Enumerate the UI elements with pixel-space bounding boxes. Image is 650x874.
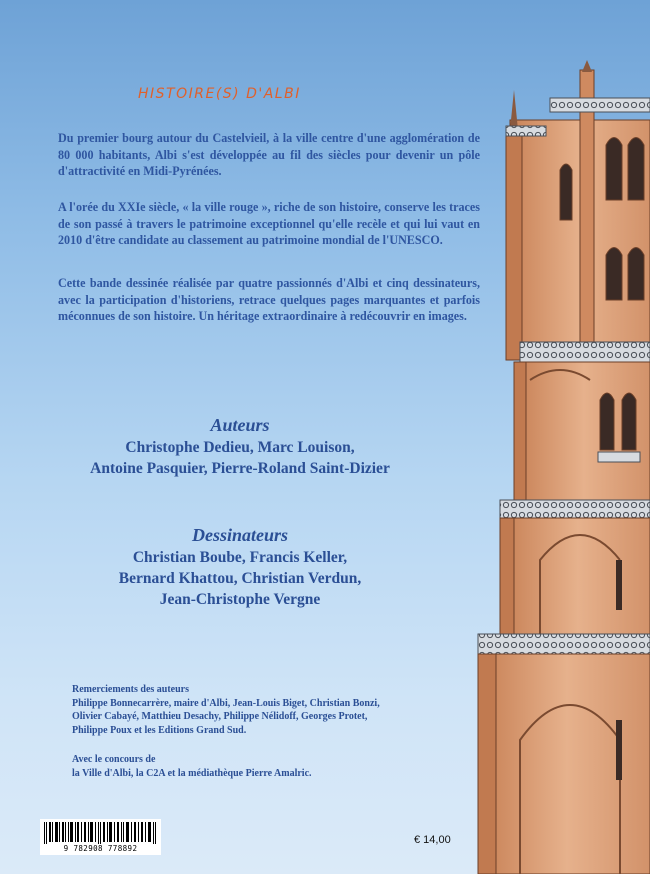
- concours-line-1: Avec le concours de: [72, 754, 156, 765]
- remerciements-line-3: Olivier Cabayé, Matthieu Desachy, Philippe Nélidoff, Georges Protet,: [72, 711, 368, 723]
- remerciements-line-4: Philippe Poux et les Editions Grand Sud.: [72, 724, 247, 736]
- concours-block: [72, 753, 432, 780]
- auteurs-line-1: Christophe Dedieu, Marc Louison,: [125, 439, 355, 456]
- remerciements-block: [72, 683, 432, 737]
- auteurs-names: [40, 437, 440, 479]
- intro-paragraph-1: Du premier bourg autour du Castelvieil, à la ville centre d'une agglomération de 80 000 habitants, Albi s'est développée au fil des siècles pour devenir un pôle d'attractivité en Midi-Pyrénées.: [58, 131, 480, 179]
- concours-line-2: la Ville d'Albi, la C2A et la médiathèque Pierre Amalric.: [72, 767, 312, 779]
- intro-paragraph-2-text: A l'orée du XXIe siècle, « la ville rouge », riche de son histoire, conserve les traces de son passé à travers le patrimoine exceptionnel qu'elle recèle et qui lui vaut en 2010 d'être candidate au classement au patrimoine mondial de l'UNESCO.: [58, 200, 480, 248]
- barcode-icon: [44, 822, 157, 844]
- book-title: HISTOIRE(S) D'ALBI: [138, 86, 301, 102]
- intro-paragraph-2: [58, 199, 480, 249]
- price: € 14,00: [414, 834, 451, 846]
- remerciements-line-1: Remerciements des auteurs: [72, 684, 190, 695]
- isbn-number: 9 782908 778892: [63, 844, 138, 853]
- dessinateurs-names: [40, 547, 440, 610]
- barcode: [40, 819, 161, 855]
- dessinateurs-heading: Dessinateurs: [191, 525, 289, 545]
- dessinateurs-line-1: Christian Boube, Francis Keller,: [132, 549, 348, 566]
- dessinateurs-line-2: Bernard Khattou, Christian Verdun,: [118, 570, 362, 587]
- intro-paragraph-3: Cette bande dessinée réalisée par quatre passionnés d'Albi et cinq dessinateurs, avec la participation d'historiens, retrace quelques pages marquantes et parfois méconnues de son histoire. Un héritage extraordinaire à redécouvrir en images.: [58, 276, 480, 324]
- auteurs-heading: Auteurs: [210, 415, 270, 435]
- dessinateurs-line-3: Jean-Christophe Vergne: [159, 591, 321, 608]
- remerciements-line-2: Philippe Bonnecarrère, maire d'Albi, Jean-Louis Biget, Christian Bonzi,: [72, 697, 380, 709]
- cathedral-tower-illustration: [470, 60, 650, 874]
- auteurs-line-2: Antoine Pasquier, Pierre-Roland Saint-Dizier: [90, 460, 390, 477]
